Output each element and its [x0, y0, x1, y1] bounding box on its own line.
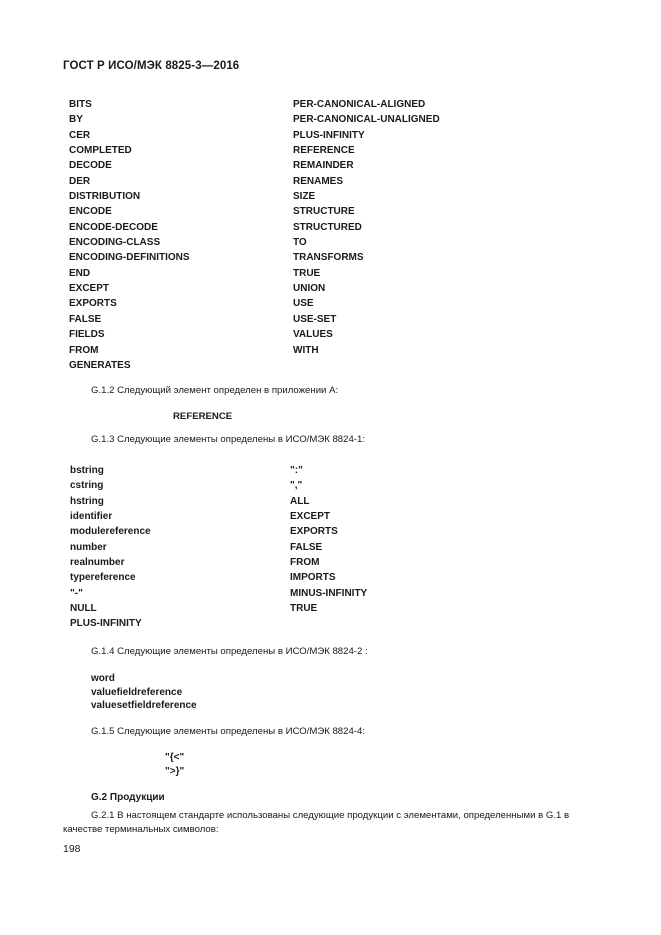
- g114-item-list: [91, 672, 197, 713]
- keyword: GENERATES: [69, 359, 131, 371]
- keyword: TRANSFORMS: [293, 252, 364, 264]
- keyword: REMAINDER: [293, 160, 354, 172]
- keyword: SIZE: [293, 191, 316, 203]
- keyword: REFERENCE: [293, 145, 355, 157]
- keyword: FIELDS: [69, 329, 105, 341]
- keyword: RENAMES: [293, 175, 344, 187]
- element: ALL: [290, 495, 310, 507]
- keyword: CER: [69, 129, 91, 141]
- keyword: ENCODING-DEFINITIONS: [69, 252, 190, 264]
- keyword-list-right: [293, 97, 440, 358]
- element: valuesetfieldreference: [91, 700, 197, 711]
- element-list-right: [290, 463, 367, 616]
- element: EXCEPT: [290, 511, 331, 523]
- keyword: BITS: [69, 99, 92, 110]
- section-g115-text: G.1.5 Следующие элементы определены в ИСО/МЭК 8824-4:: [91, 726, 366, 737]
- element: identifier: [70, 511, 113, 523]
- keyword: ENCODE-DECODE: [69, 221, 158, 233]
- keyword: EXCEPT: [69, 283, 110, 295]
- element: cstring: [70, 480, 104, 492]
- keyword: ENCODE: [69, 206, 112, 218]
- element: IMPORTS: [290, 572, 336, 584]
- element: modulereference: [70, 526, 151, 538]
- section-g113-text: G.1.3 Следующие элементы определены в ИСО/МЭК 8824-1:: [91, 434, 366, 445]
- section-g114-text: G.1.4 Следующие элементы определены в ИСО/МЭК 8824-2 :: [91, 646, 368, 657]
- keyword: COMPLETED: [69, 145, 132, 157]
- element: MINUS-INFINITY: [290, 587, 368, 599]
- page-header: ГОСТ Р ИСО/МЭК 8825-3—2016: [63, 60, 240, 72]
- keyword: USE: [293, 298, 314, 310]
- element: ",": [290, 480, 303, 492]
- element: bstring: [70, 465, 104, 476]
- keyword: DER: [69, 175, 91, 187]
- section-g112-text: G.1.2 Следующий элемент определен в приложении А:: [91, 385, 339, 396]
- keyword-list-left: [69, 97, 190, 373]
- element: typereference: [70, 572, 136, 584]
- keyword: USE-SET: [293, 313, 337, 325]
- keyword: PLUS-INFINITY: [293, 129, 365, 141]
- element: realnumber: [70, 557, 125, 569]
- element: EXPORTS: [290, 526, 338, 538]
- keyword: WITH: [293, 344, 319, 356]
- element: number: [70, 541, 107, 553]
- element: TRUE: [290, 603, 318, 615]
- keyword: UNION: [293, 283, 326, 295]
- element: "-": [70, 587, 83, 599]
- keyword: DISTRIBUTION: [69, 191, 141, 203]
- keyword: PER-CANONICAL-ALIGNED: [293, 99, 426, 110]
- keyword: TO: [293, 237, 307, 249]
- page-number: 198: [63, 843, 81, 855]
- element: word: [91, 673, 115, 684]
- keyword: STRUCTURE: [293, 206, 355, 218]
- section-g2-heading: G.2 Продукции: [91, 792, 165, 803]
- keyword: TRUE: [293, 267, 321, 279]
- keyword: ENCODING-CLASS: [69, 237, 161, 249]
- keyword: DECODE: [69, 160, 112, 172]
- element: ">}": [165, 765, 185, 777]
- element: "{<": [165, 752, 185, 763]
- keyword: FROM: [69, 344, 99, 356]
- keyword: VALUES: [293, 329, 333, 341]
- element-list-left: [70, 463, 151, 632]
- element: hstring: [70, 495, 104, 507]
- element: valuefieldreference: [91, 686, 183, 698]
- keyword: EXPORTS: [69, 298, 117, 310]
- element: FROM: [290, 557, 320, 569]
- keyword: FALSE: [69, 313, 102, 325]
- element: FALSE: [290, 541, 323, 553]
- section-g112-item: REFERENCE: [173, 411, 233, 422]
- g115-item-list: [165, 751, 184, 778]
- section-g21-line1: G.2.1 В настоящем стандарте использованы следующие продукции с элементами, определенными в G.1 в: [91, 810, 570, 821]
- keyword: BY: [69, 114, 83, 126]
- keyword: END: [69, 267, 91, 279]
- keyword: PER-CANONICAL-UNALIGNED: [293, 114, 440, 126]
- element: NULL: [70, 603, 97, 615]
- keyword: STRUCTURED: [293, 221, 362, 233]
- element: PLUS-INFINITY: [70, 618, 142, 630]
- section-g21-line2: качестве терминальных символов:: [63, 824, 219, 835]
- element: ":": [290, 465, 303, 476]
